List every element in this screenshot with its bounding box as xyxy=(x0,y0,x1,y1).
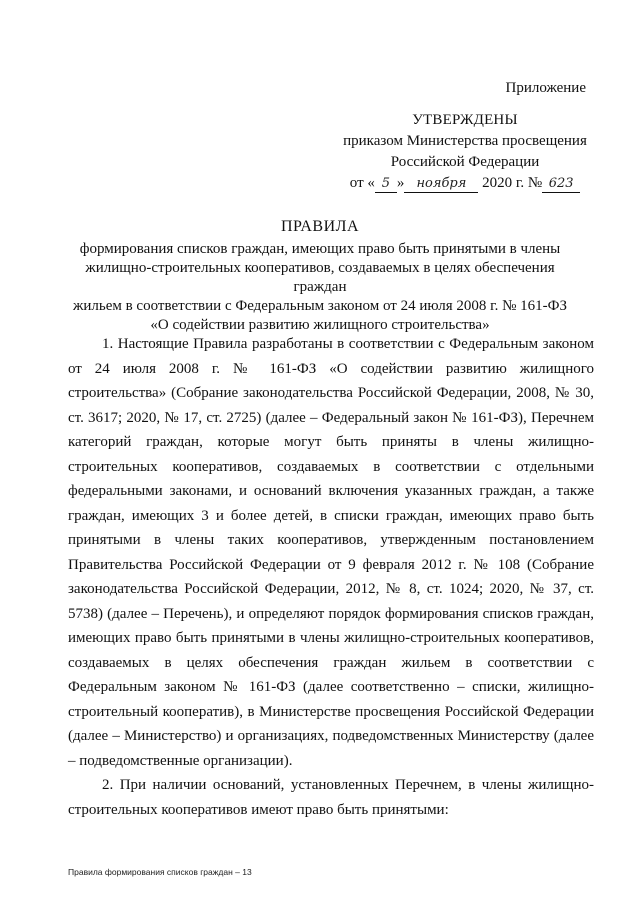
order-number: 623 xyxy=(542,176,580,193)
document-body xyxy=(68,332,594,822)
order-line-2: Российской Федерации xyxy=(390,154,540,170)
approved-heading: УТВЕРЖДЕНЫ xyxy=(412,112,518,128)
approval-block xyxy=(330,110,600,194)
document-title: ПРАВИЛА xyxy=(280,218,360,235)
appendix-label: Приложение xyxy=(505,80,586,96)
page-footer: Правила формирования списков граждан – 13 xyxy=(68,867,252,877)
subtitle-line: формирования списков граждан, имеющих право быть принятыми в члены xyxy=(79,241,561,257)
date-day: 5 xyxy=(375,176,397,193)
date-prefix: от « xyxy=(349,175,375,191)
subtitle-line: жильем в соответствии с Федеральным законом от 24 июля 2008 г. № 161-ФЗ xyxy=(72,298,567,314)
date-mid: » xyxy=(396,175,405,191)
date-month: ноября xyxy=(404,176,478,193)
paragraph-1: 1. Настоящие Правила разработаны в соответствии с Федеральным законом от 24 июля 2008 г. № 161-ФЗ «О содействии развитию жилищного строительства» (Собрание законодательства Российской Федерации, 2008, № 30, ст. 3617; 2020, № 17, ст. 2725) (далее – Федеральный закон № 161-ФЗ), Перечнем категорий граждан, которые могут быть приняты в члены жилищно-строительных кооперативов, создаваемых в соответствии с отдельными федеральными законами, и оснований включения указанных граждан, а также граждан, имеющих 3 и более детей, в списки граждан, имеющих право быть принятыми в члены таких кооперативов, утвержденным постановлением Правительства Российской Федерации от 9 февраля 2012 г. № 108 (Собрание законодательства Российской Федерации, 2012, № 8, ст. 1024; 2020, № 37, ст. 5738) (далее – Перечень), и определяют порядок формирования списков граждан, имеющих право быть принятыми в члены жилищно-строительных кооперативов, создаваемых в целях обеспечения граждан жильем в соответствии с Федеральным законом № 161-ФЗ (далее соответственно – списки, жилищно-строительный кооператив), в Министерстве просвещения Российской Федерации (далее – Министерство) и организациях, подведомственных Министерству (далее – подведомственные организации). xyxy=(68,336,594,769)
document-subtitle xyxy=(64,240,576,335)
subtitle-line: «О содействии развитию жилищного строительства» xyxy=(150,317,490,333)
order-line-1: приказом Министерства просвещения xyxy=(343,133,587,149)
subtitle-line: жилищно-строительных кооперативов, создаваемых в целях обеспечения граждан xyxy=(85,260,555,295)
date-year: 2020 г. № xyxy=(482,175,543,191)
order-date-line xyxy=(330,173,600,194)
paragraph-2: 2. При наличии оснований, установленных Перечнем, в члены жилищно-строительных кооперативов имеют право быть принятыми: xyxy=(68,777,594,818)
